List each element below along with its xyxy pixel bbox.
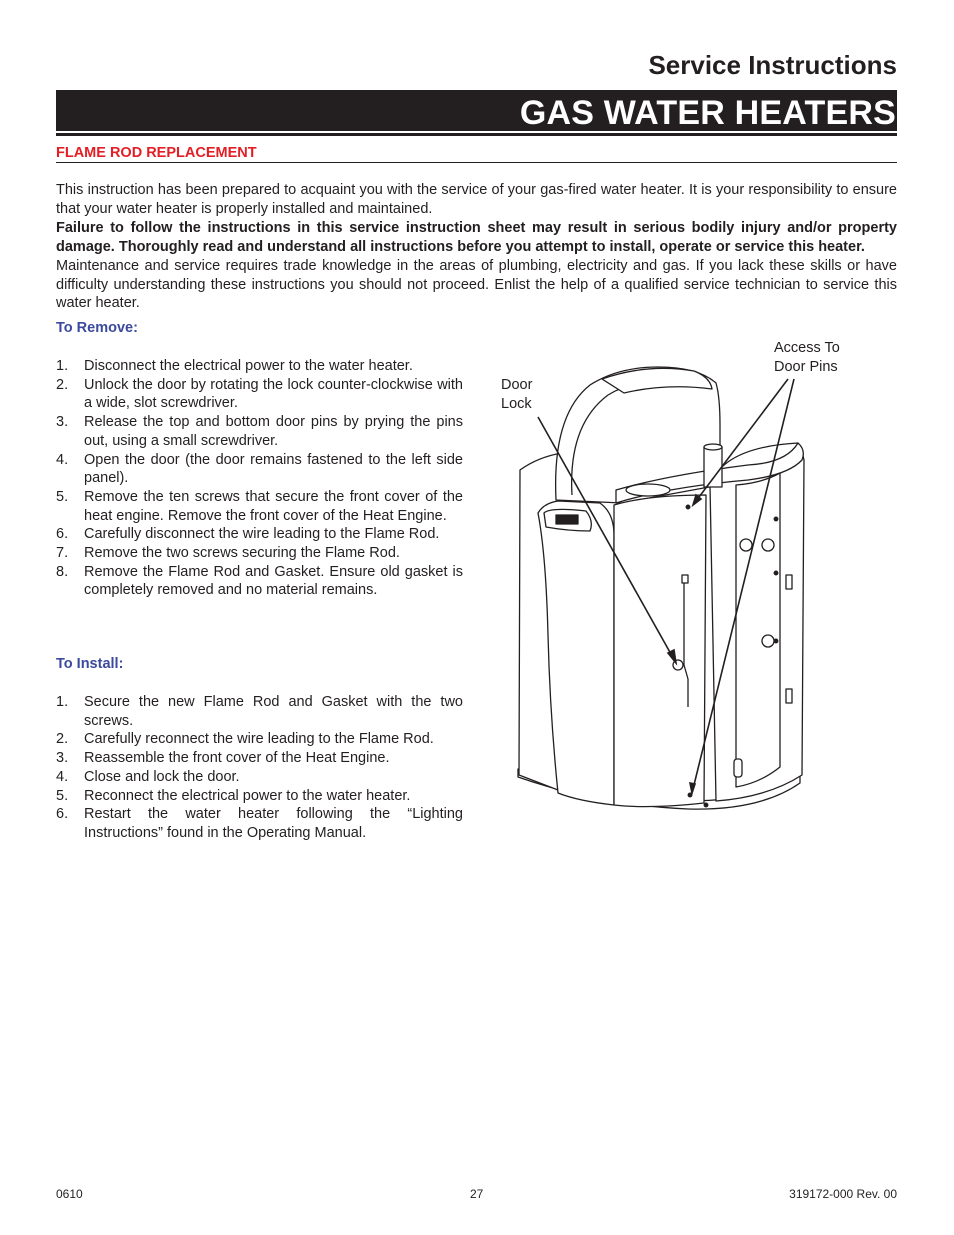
door-lock-label-line2: Lock xyxy=(501,396,532,412)
latch-icon-3 xyxy=(734,759,742,777)
page-subtitle: Service Instructions xyxy=(648,50,897,80)
intro-paragraph-1: This instruction has been prepared to acquaint you with the service of your gas-fired water heater. It is your responsibility to ensure that your water heater is properly installed and maintained. xyxy=(56,182,897,217)
door-lock-label-line1: Door xyxy=(501,377,533,393)
section-divider xyxy=(56,162,897,163)
section-title: FLAME ROD REPLACEMENT xyxy=(56,145,257,161)
vent-opening xyxy=(626,484,670,496)
pin-icon-3 xyxy=(774,639,778,643)
flue-pipe xyxy=(704,447,722,487)
top-door-pin xyxy=(686,505,690,509)
list-item: 5. Reconnect the electrical power to the water heater. xyxy=(56,787,411,804)
footer-date-code: 0610 xyxy=(56,1187,83,1201)
title-banner xyxy=(56,90,897,131)
list-item: 1. Disconnect the electrical power to the water heater. xyxy=(56,358,413,374)
list-item: 2. Unlock the door by rotating the lock counter-clockwise with a wide, slot screwdriver. xyxy=(56,376,463,412)
remove-heading: To Remove: xyxy=(56,320,138,336)
base-pin xyxy=(704,803,708,807)
heater-body xyxy=(518,367,804,809)
list-item: 7. Remove the two screws securing the Flame Rod. xyxy=(56,545,400,562)
flame-rod-connector xyxy=(682,575,688,583)
list-item: 5. Remove the ten screws that secure the front cover of the heat engine. Remove the front cover of the Heat Engine. xyxy=(56,488,463,524)
list-item: 2. Carefully reconnect the wire leading to the Flame Rod. xyxy=(56,731,434,748)
intro-text xyxy=(56,181,897,313)
list-item: 3. Reassemble the front cover of the Heat Engine. xyxy=(56,750,390,767)
list-item: 6. Carefully disconnect the wire leading to the Flame Rod. xyxy=(56,526,440,543)
flue-pipe-top xyxy=(704,444,722,450)
indicator-icon-1 xyxy=(740,539,752,551)
pin-icon-2 xyxy=(774,571,778,575)
front-door xyxy=(614,495,706,807)
list-item: 3. Release the top and bottom door pins by prying the pins out, using a small screwdriver. xyxy=(56,414,463,449)
list-item: 1. Secure the new Flame Rod and Gasket with the two screws. xyxy=(56,694,463,729)
bottom-door-pin xyxy=(688,793,692,797)
door-pins-label-line1: Access To xyxy=(774,340,840,356)
footer-page-number: 27 xyxy=(470,1187,484,1201)
indicator-icon-3 xyxy=(762,635,774,647)
warning-paragraph: Failure to follow the instructions in this service instruction sheet may result in serious bodily injury and/or property damage. Thoroughly read and understand all instructions before you attempt to install, operate or service this heater. xyxy=(56,219,897,255)
page-title: GAS WATER HEATERS xyxy=(519,94,896,132)
list-item: 8. Remove the Flame Rod and Gasket. Ensure old gasket is completely removed and no material remains. xyxy=(56,563,463,599)
indicator-icon-2 xyxy=(762,539,774,551)
remove-steps-list xyxy=(56,357,463,600)
list-item: 4. Open the door (the door remains fastened to the left side panel). xyxy=(56,451,463,487)
door-pins-label-line2: Door Pins xyxy=(774,359,838,375)
latch-icon-2 xyxy=(786,689,792,703)
install-steps-list xyxy=(56,693,463,843)
footer-doc-number: 319172-000 Rev. 00 xyxy=(789,1187,897,1201)
display-screen xyxy=(556,515,578,524)
list-item: 4. Close and lock the door. xyxy=(56,768,240,785)
pin-icon-1 xyxy=(774,517,778,521)
install-heading: To Install: xyxy=(56,656,124,672)
water-heater-illustration xyxy=(498,335,858,815)
right-cabinet xyxy=(710,443,804,801)
banner-divider xyxy=(56,133,897,136)
list-item: 6. Restart the water heater following the “Lighting Instructions” found in the Operating Manual. xyxy=(56,806,463,841)
intro-paragraph-2: Maintenance and service requires trade knowledge in the areas of plumbing, electricity and gas. If you lack these skills or have difficulty understanding these instructions you should not proceed. Enlist the help of a qualified service technician to service this water heater. xyxy=(56,257,897,312)
latch-icon-1 xyxy=(786,575,792,589)
